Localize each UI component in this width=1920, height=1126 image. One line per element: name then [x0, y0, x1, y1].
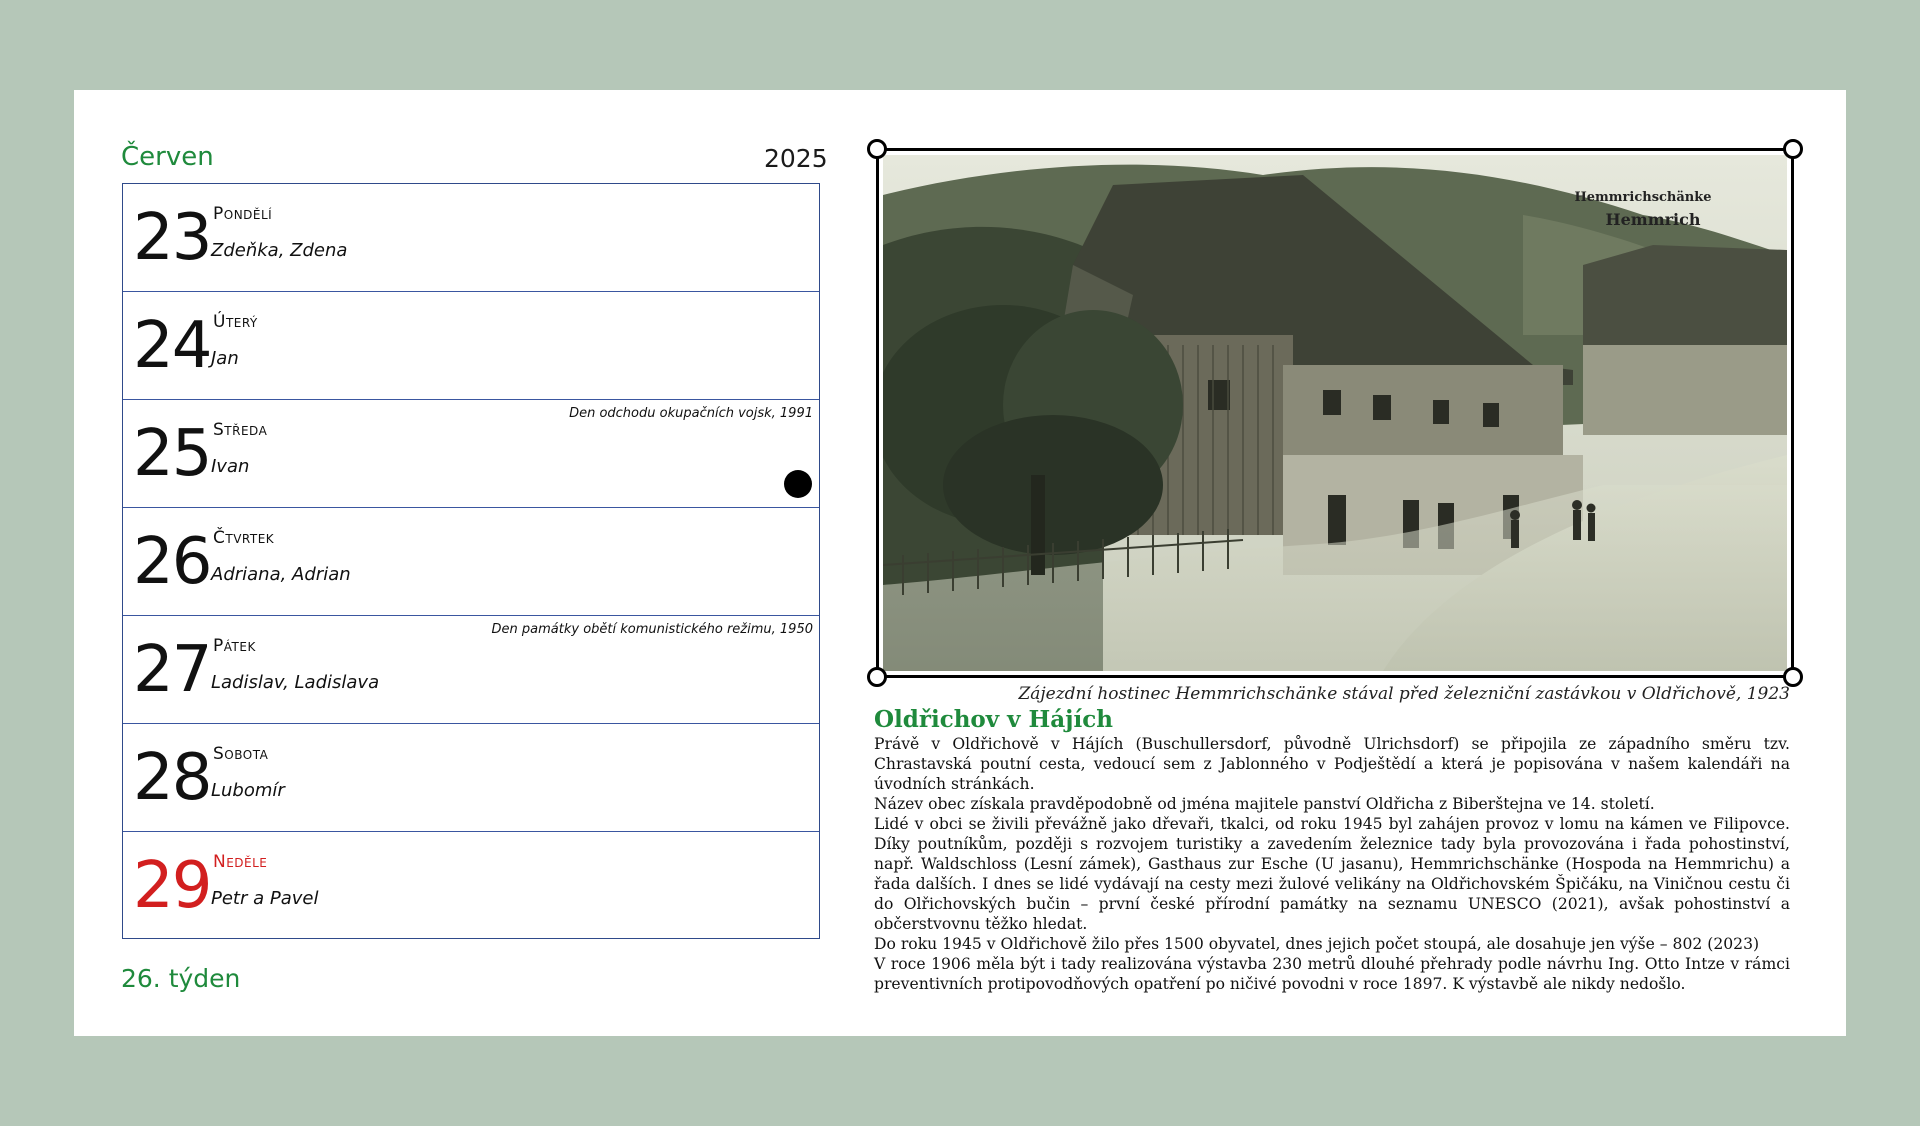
day-name: Úterý: [213, 312, 258, 332]
day-row: [123, 292, 819, 400]
historic-photo: [883, 155, 1787, 671]
day-name: Čtvrtek: [213, 528, 275, 548]
new-moon-icon: [784, 470, 812, 498]
day-row: [123, 508, 819, 616]
day-number: 28: [133, 741, 211, 815]
day-name: Pondělí: [213, 204, 273, 224]
day-event: Den památky obětí komunistického režimu, 1950: [491, 622, 813, 637]
article-paragraph: Do roku 1945 v Oldřichově žilo přes 1500 obyvatel, dnes jejich počet stoupá, ale dosahuje jen výše – 802 (2023): [874, 935, 1760, 953]
day-row-sunday: [123, 832, 819, 940]
month-label: Červen: [121, 142, 214, 172]
day-name: Pátek: [213, 636, 256, 656]
name-day: Petr a Pavel: [211, 888, 319, 909]
frame-corner: [1783, 139, 1803, 159]
name-day: Zdeňka, Zdena: [211, 240, 348, 261]
day-event: Den odchodu okupačních vojsk, 1991: [569, 406, 813, 421]
photo-caption: Zájezdní hostinec Hemmrichschänke stával před železniční zastávkou v Oldřichově, 1923: [1018, 684, 1790, 704]
article-body: [874, 734, 1790, 994]
day-row: [123, 724, 819, 832]
day-number: 29: [133, 849, 211, 923]
day-number: 27: [133, 633, 211, 707]
name-day: Lubomír: [211, 780, 285, 801]
article-paragraph: Lidé v obci se živili převážně jako dřevaři, tkalci, od roku 1945 byl zahájen provoz v lomu na kámen ve Filipovce. Díky poutníkům, později s rozvojem turistiky a zavedením železnice tady byla provozována i řada pohostinství, např. Waldschloss (Lesní zámek), Gasthaus zur Esche (U jasanu), Hemmrichschänke (Hospoda na Hemmrichu) a řada dalších. I dnes se lidé vydávají na cesty mezi žulové velikány na Oldřichovském Špičáku, na Viničnou cestu či do Olřichovských bučin – první české přírodní památky na seznamu UNESCO (2021), avšak pohostinství a občerstvovnu těžko hledat.: [874, 815, 1790, 933]
name-day: Ladislav, Ladislava: [211, 672, 380, 693]
day-row: [123, 400, 819, 508]
historic-photo-frame: [876, 148, 1794, 678]
article-title: Oldřichov v Hájích: [874, 706, 1113, 733]
day-number: 24: [133, 309, 211, 383]
name-day: Jan: [211, 348, 239, 369]
day-number: 23: [133, 201, 211, 275]
calendar-page: [74, 90, 1846, 1036]
week-table: [122, 183, 820, 939]
sign-line-1: Hemmrichschänke: [1574, 190, 1712, 205]
day-number: 26: [133, 525, 211, 599]
inn-photo-illustration: [883, 155, 1787, 671]
name-day: Ivan: [211, 456, 250, 477]
day-name: Neděle: [213, 852, 268, 872]
day-row: [123, 616, 819, 724]
article-paragraph: Právě v Oldřichově v Hájích (Buschullersdorf, původně Ulrichsdorf) se připojila ze západního směru tzv. Chrastavská poutní cesta, vedoucí sem z Jablonného v Podještědí a která je popisována v našem kalendáři na úvodních stránkách.: [874, 735, 1790, 793]
day-name: Středa: [213, 420, 268, 440]
sign-line-2: Hemmrich: [1605, 210, 1701, 229]
frame-corner: [867, 139, 887, 159]
day-name: Sobota: [213, 744, 269, 764]
year-label: 2025: [764, 144, 828, 173]
article-paragraph: V roce 1906 měla být i tady realizována výstavba 230 metrů dlouhé přehrady podle návrhu Ing. Otto Intze v rámci preventivních protipovodňových opatření po ničivé povodni v roce 1897. K výstavbě ale nikdy nedošlo.: [874, 955, 1790, 993]
name-day: Adriana, Adrian: [211, 564, 351, 585]
day-row: [123, 184, 819, 292]
article-paragraph: Název obec získala pravděpodobně od jména majitele panství Oldřicha z Biberštejna ve 14. století.: [874, 795, 1655, 813]
day-number: 25: [133, 417, 211, 491]
week-number: 26. týden: [121, 964, 241, 993]
